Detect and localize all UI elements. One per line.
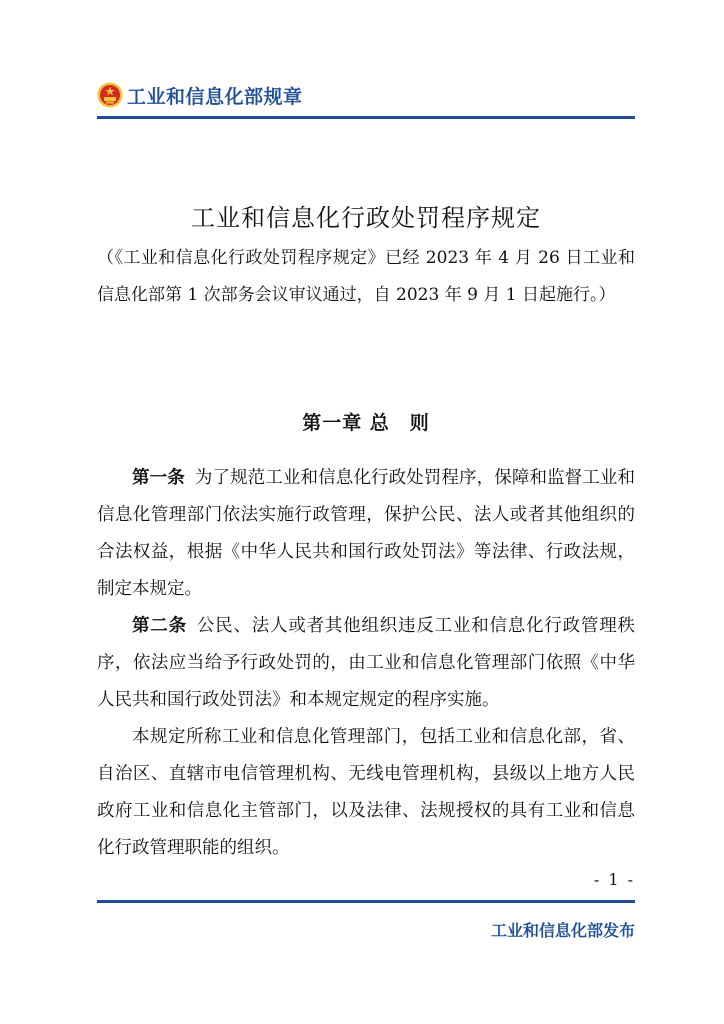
national-emblem-icon [97,82,123,108]
article-1-label: 第一条 [132,468,185,488]
footer-publisher: 工业和信息化部发布 [490,921,635,940]
article-1-text: 为了规范工业和信息化行政处罚程序，保障和监督工业和信息化管理部门依法实施行政管理，保护公民、法人或者其他组织的合法权益，根据《中华人民共和国行政处罚法》等法律、行政法规，制定本规定。 [97,468,636,599]
document-body [97,460,635,867]
page-number: - 1 - [593,870,635,889]
header-title: 工业和信息化部规章 [127,85,303,108]
article-1 [97,460,635,608]
header-rule [97,116,635,119]
document-title: 工业和信息化行政处罚程序规定 [191,204,541,232]
article-2-paragraph-2: 本规定所称工业和信息化管理部门，包括工业和信息化部，省、自治区、直辖市电信管理机构、无线电管理机构，县级以上地方人民政府工业和信息化主管部门，以及法律、法规授权的具有工业和信息化行政管理职能的组织。 [97,727,635,858]
adoption-note: （《工业和信息化行政处罚程序规定》已经 2023 年 4 月 26 日工业和信息化部第 1 次部务会议审议通过，自 2023 年 9 月 1 日起施行。） [97,248,635,305]
chapter-heading: 第一章 总 则 [302,412,430,434]
article-2-label: 第二条 [132,616,187,636]
footer-rule [97,900,635,903]
article-2 [97,608,635,719]
article-2-text: 公民、法人或者其他组织违反工业和信息化行政管理秩序，依法应当给予行政处罚的，由工业和信息化管理部门依照《中华人民共和国行政处罚法》和本规定规定的程序实施。 [97,616,636,710]
header [97,78,303,112]
